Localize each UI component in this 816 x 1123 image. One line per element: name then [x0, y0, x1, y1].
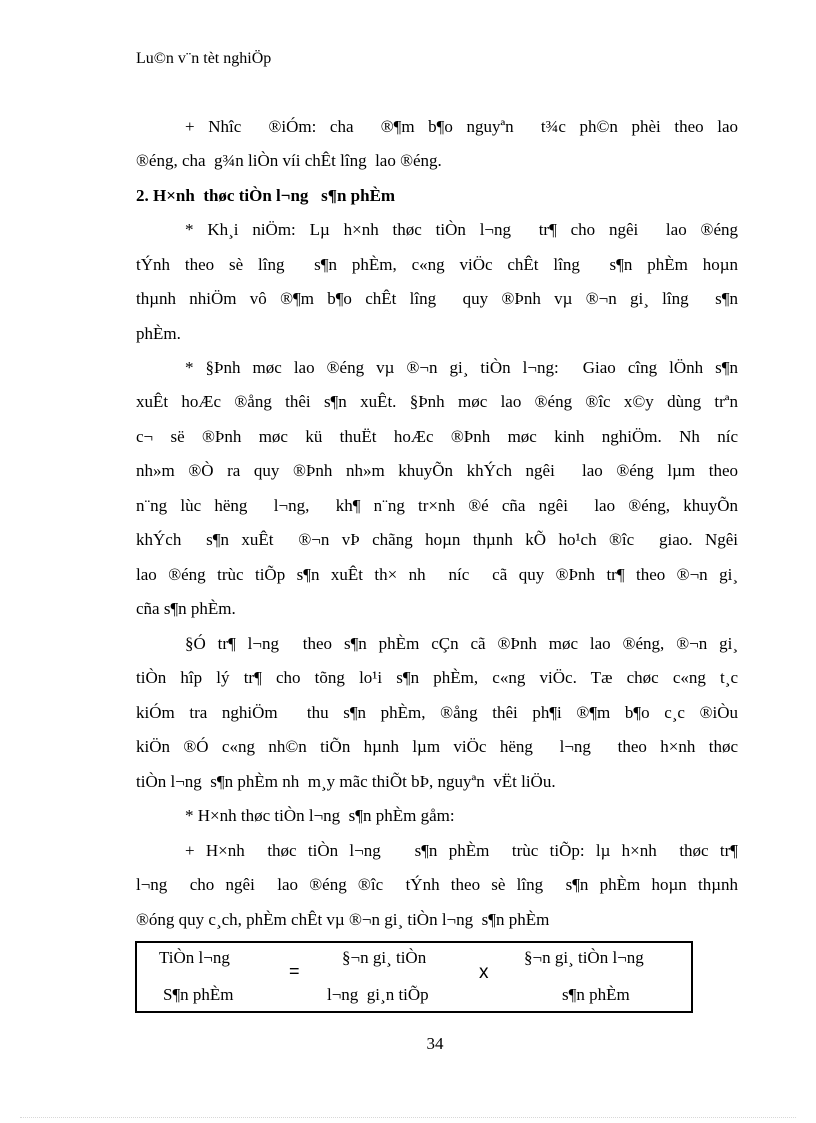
- paragraph-line: * §Þnh møc lao ®éng vµ ®¬n gi¸ tiÒn l¬ng: Giao cîng lÖnh s¶n: [185, 358, 738, 377]
- paragraph-line: thµnh nhiÖm vô ®¶m b¶o chÊt lîng quy ®Þnh vµ ®¬n gi¸ lîng s¶n: [136, 289, 738, 308]
- paragraph-line: xuÊt hoÆc ®ång thêi s¶n xuÊt. §Þnh møc lao ®éng ®îc x©y dùng trªn: [136, 392, 738, 411]
- paragraph-line: ®éng, cha g¾n liÒn víi chÊt lîng lao ®éng.: [136, 151, 442, 170]
- paragraph-line: kiÖn ®Ó c«ng nh©n tiÕn hµnh lµm viÖc hëng l¬ng theo h×nh thøc: [136, 737, 738, 756]
- paragraph-line: tÝnh theo sè lîng s¶n phÈm, c«ng viÖc chÊt lîng s¶n phÈm hoµn: [136, 255, 738, 274]
- formula-rhs-line1: §¬n gi¸ tiÒn l¬ng: [524, 948, 644, 967]
- paragraph-line: kiÓm tra nghiÖm thu s¶n phÈm, ®ång thêi ph¶i ®¶m b¶o c¸c ®iÒu: [136, 703, 738, 722]
- paragraph-line: lao ®éng trùc tiÕp s¶n xuÊt th× nh níc cã quy ®Þnh tr¶ theo ®¬n gi¸: [136, 565, 738, 584]
- wage-formula-box: [135, 941, 693, 1013]
- paragraph-line: phÈm.: [136, 324, 181, 343]
- section-heading: 2. H×nh thøc tiÒn l¬ng s¶n phÈm: [136, 186, 396, 205]
- formula-equals-sign: =: [289, 961, 300, 981]
- formula-mid-line2: l¬ng gi¸n tiÕp: [327, 985, 429, 1004]
- paragraph-line: §Ó tr¶ l¬ng theo s¶n phÈm cÇn cã ®Þnh møc lao ®éng, ®¬n gi¸: [185, 634, 738, 653]
- paragraph-line: * Kh¸i niÖm: Lµ h×nh thøc tiÒn l¬ng tr¶ cho ngêi lao ®éng: [185, 220, 738, 239]
- paragraph-line: cña s¶n phÈm.: [136, 599, 236, 618]
- running-header: Lu©n v¨n tèt nghiÖp: [136, 50, 272, 67]
- paragraph-line: l¬ng cho ngêi lao ®éng ®îc tÝnh theo sè lîng s¶n phÈm hoµn thµnh: [136, 875, 738, 894]
- formula-lhs-line1: TiÒn l¬ng: [159, 948, 230, 967]
- paragraph-line: n¨ng lùc hëng l¬ng, kh¶ n¨ng tr×nh ®é cña ngêi lao ®éng, khuyÕn: [136, 496, 738, 515]
- paragraph-line: ®óng quy c¸ch, phÈm chÊt vµ ®¬n gi¸ tiÒn l¬ng s¶n phÈm: [136, 910, 550, 929]
- page-number: 34: [426, 1034, 444, 1053]
- paragraph-line: khÝch s¶n xuÊt ®¬n vÞ chãng hoµn thµnh kÕ ho¹ch ®îc giao. Ngêi: [136, 530, 738, 549]
- formula-multiply-sign: x: [479, 962, 489, 983]
- paragraph-line: tiÒn hîp lý tr¶ cho tõng lo¹i s¶n phÈm, c«ng viÖc. Tæ chøc c«ng t¸c: [136, 668, 738, 687]
- formula-lhs-line2: S¶n phÈm: [163, 985, 234, 1004]
- paragraph-line: + H×nh thøc tiÒn l¬ng s¶n phÈm trùc tiÕp: lµ h×nh thøc tr¶: [185, 841, 738, 860]
- formula-rhs-line2: s¶n phÈm: [562, 985, 630, 1004]
- page-bottom-divider: [20, 1117, 796, 1118]
- paragraph-line: nh»m ®Ò ra quy ®Þnh nh»m khuyÕn khÝch ngêi lao ®éng lµm theo: [136, 461, 738, 480]
- paragraph-line: tiÒn l¬ng s¶n phÈm nh m¸y mãc thiÕt bÞ, nguyªn vËt liÖu.: [136, 772, 556, 791]
- paragraph-line: * H×nh thøc tiÒn l¬ng s¶n phÈm gåm:: [185, 806, 455, 825]
- paragraph-line: + Nhîc ®iÓm: cha ®¶m b¶o nguyªn t¾c ph©n phèi theo lao: [185, 117, 738, 136]
- paragraph-line: c¬ së ®Þnh møc kü thuËt hoÆc ®Þnh møc kinh nghiÖm. Nh níc: [136, 427, 738, 446]
- formula-mid-line1: §¬n gi¸ tiÒn: [342, 948, 427, 967]
